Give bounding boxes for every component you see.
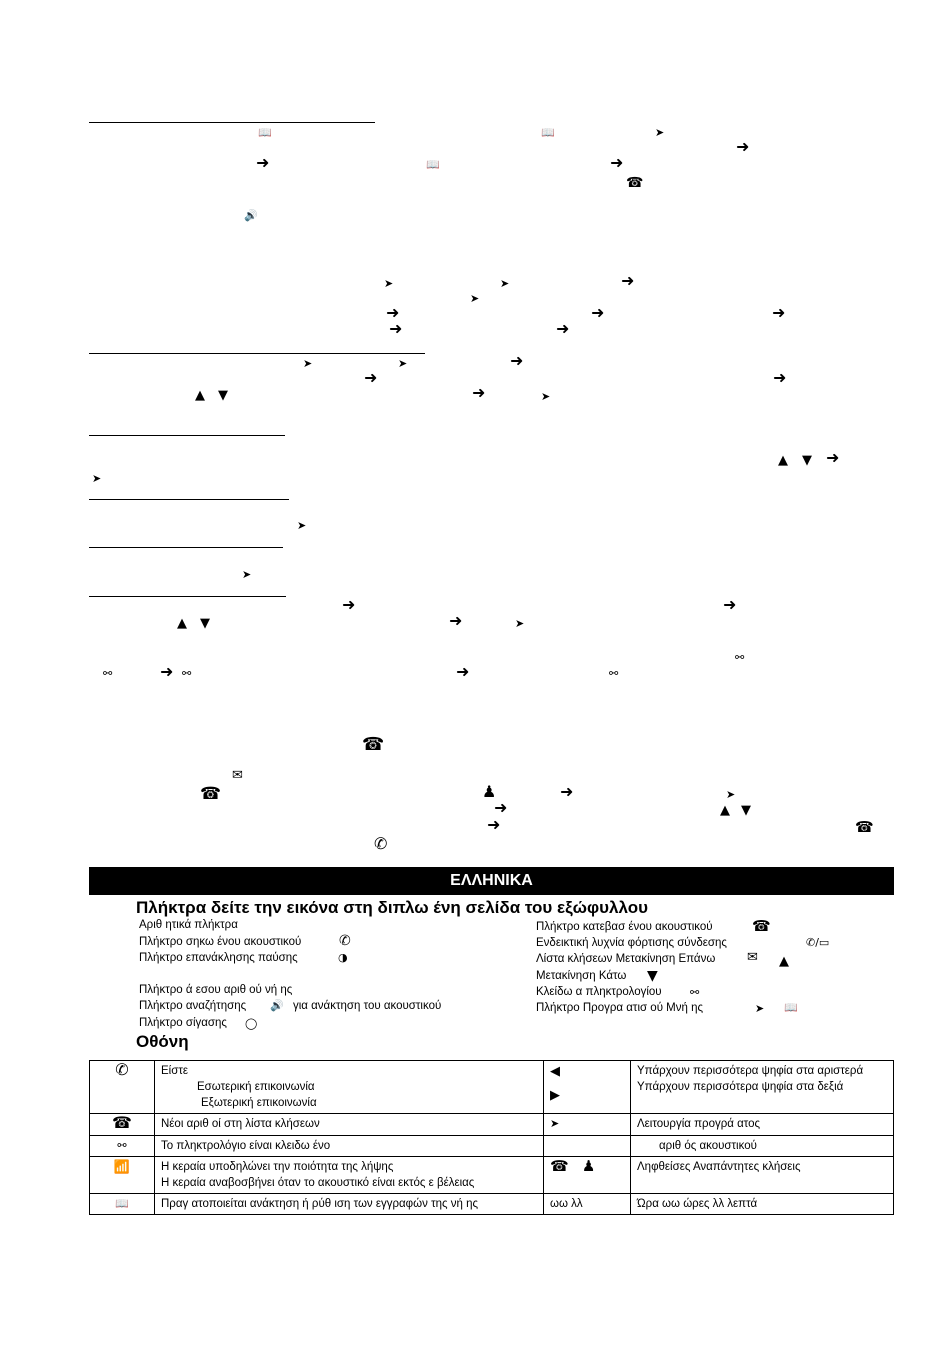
table-cell	[544, 1157, 631, 1194]
rule	[89, 547, 283, 548]
up-icon: ▲	[779, 954, 789, 969]
arrow-right-icon: ➜	[472, 383, 486, 402]
phonebook-icon: 📖	[258, 126, 272, 139]
arrow-right-icon: ➜	[591, 303, 605, 322]
phone-icon: ☎	[112, 1115, 132, 1132]
table-row	[90, 1114, 894, 1136]
menu-enter-icon: ➤	[755, 1002, 765, 1015]
phonebook-icon: 📖	[541, 126, 555, 139]
person-icon: ♟	[482, 782, 497, 801]
menu-enter-icon: ➤	[398, 357, 408, 370]
arrow-right-icon: ➜	[364, 368, 378, 387]
menu-enter-icon: ➤	[515, 617, 525, 630]
rule	[89, 499, 289, 500]
hangup-icon: ☎	[626, 175, 644, 191]
cell-text: Ληφθείσες Αναπάντητες κλήσεις	[637, 1161, 801, 1173]
cell-text: ωω λλ	[550, 1198, 583, 1210]
cell-text: Πραγ ατοποιείται ανάκτηση ή ρύθ ιση των εγγραφών της νή ης	[161, 1198, 479, 1210]
menu-enter-icon: ➤	[242, 568, 252, 581]
cell-text: Η κεραία αναβοσβήνει όταν το ακουστικό είναι εκτός ε βέλειας	[161, 1177, 475, 1189]
arrow-right-icon: ➜	[494, 798, 508, 817]
table-cell	[631, 1157, 894, 1194]
right-icon: ▶	[550, 1087, 560, 1102]
key-icon: ⚯	[182, 667, 192, 680]
table-cell	[90, 1136, 155, 1157]
table-cell	[631, 1194, 894, 1215]
menu-enter-icon: ➤	[470, 292, 480, 305]
table-row	[90, 1157, 894, 1194]
person-icon: ♟	[581, 1158, 596, 1175]
arrow-right-icon: ➜	[342, 595, 356, 614]
menu-enter-icon: ➤	[655, 126, 665, 139]
key-icon: ⚯	[609, 667, 619, 680]
arrow-right-icon: ➜	[723, 595, 737, 614]
language-banner: ΕΛΛΗΝΙΚΑ	[89, 867, 894, 895]
menu-enter-icon: ➤	[541, 390, 551, 403]
envelope-icon: ✉	[232, 768, 243, 783]
cell-text: Ώρα ωω ώρες λλ λεπτά	[637, 1198, 758, 1210]
key-label: Πλήκτρο ά εσου αριθ ού νή ης	[139, 984, 293, 996]
menu-enter-icon: ➤	[500, 277, 510, 290]
table-cell	[90, 1157, 155, 1194]
arrow-right-icon: ➜	[773, 368, 787, 387]
key-icon: ⚯	[117, 1140, 127, 1152]
phonebook-icon: 📖	[784, 1001, 798, 1014]
key-icon: ⚯	[103, 667, 113, 680]
rule	[89, 122, 375, 123]
hangup-icon: ☎	[855, 818, 874, 836]
arrow-right-icon: ➜	[556, 319, 570, 338]
left-icon: ◀	[550, 1063, 560, 1078]
table-cell	[631, 1061, 894, 1114]
menu-enter-icon: ➤	[384, 277, 394, 290]
up-icon: ▲	[720, 803, 730, 818]
down-icon: ▼	[218, 388, 228, 403]
key-label: Κλείδω α πληκτρολογίου	[536, 986, 662, 998]
arrow-right-icon: ➜	[510, 351, 524, 370]
key-label: Μετακίνηση Κάτω	[536, 970, 627, 982]
antenna-icon: 📶	[113, 1159, 131, 1174]
hangup-icon: ☎	[752, 917, 771, 935]
down-icon: ▼	[741, 803, 751, 818]
handset-icon: ✆	[374, 834, 388, 853]
table-row	[90, 1061, 894, 1114]
arrow-right-icon: ➜	[386, 303, 400, 322]
key-icon: ⚯	[690, 986, 700, 999]
down-icon: ▼	[200, 616, 210, 631]
arrow-right-icon: ➜	[772, 303, 786, 322]
display-icons-table	[89, 1060, 894, 1215]
received-calls-icon: ☎	[550, 1158, 569, 1175]
mute-icon: ◯	[245, 1017, 258, 1030]
arrow-right-icon: ➜	[160, 662, 174, 681]
rule	[89, 435, 285, 436]
arrow-right-icon: ➜	[256, 153, 270, 172]
arrow-right-icon: ➜	[560, 782, 574, 801]
cell-text: αριθ ός ακουστικού	[659, 1140, 757, 1152]
cell-text: Είστε	[161, 1065, 188, 1077]
page-icon: 🔊	[270, 999, 284, 1012]
handset-icon: ✆	[339, 933, 351, 949]
key-label: Πλήκτρο σηκω ένου ακουστικού	[139, 936, 302, 948]
key-icon: ⚯	[735, 651, 745, 664]
down-icon: ▼	[802, 453, 812, 468]
arrow-right-icon: ➜	[826, 448, 840, 467]
person-icon: ☎	[200, 784, 222, 804]
handset-icon: ✆	[115, 1062, 129, 1079]
rule	[89, 596, 286, 597]
table-cell	[631, 1114, 894, 1136]
display-heading: Οθόνη	[136, 1032, 189, 1051]
arrow-right-icon: ➜	[389, 319, 403, 338]
table-cell	[155, 1194, 544, 1215]
envelope-icon: ✉	[747, 950, 758, 965]
table-cell	[544, 1114, 631, 1136]
key-label: Λίστα κλήσεων Μετακίνηση Επάνω	[536, 953, 716, 965]
arrow-right-icon: ➜	[487, 815, 501, 834]
cell-text: Λειτουργία προγρά ατος	[637, 1118, 761, 1130]
redial-icon: ◑	[338, 951, 348, 964]
table-row	[90, 1136, 894, 1157]
table-cell	[155, 1157, 544, 1194]
charge-indicator-icon: ✆/▭	[806, 936, 830, 949]
arrow-right-icon: ➜	[736, 137, 750, 156]
table-row	[90, 1194, 894, 1215]
key-label: Πλήκτρο Προγρα ατισ ού Μνή ης	[536, 1002, 704, 1014]
phonebook-icon: 📖	[115, 1198, 129, 1210]
phone-icon: ☎	[362, 734, 385, 755]
phonebook-icon: 📖	[426, 158, 440, 171]
menu-enter-icon: ➤	[550, 1118, 560, 1130]
up-icon: ▲	[177, 616, 187, 631]
menu-enter-icon: ➤	[303, 357, 313, 370]
up-icon: ▲	[195, 388, 205, 403]
down-icon: ▼	[647, 968, 658, 984]
table-cell	[544, 1136, 631, 1157]
menu-enter-icon: ➤	[92, 472, 102, 485]
key-label: Πλήκτρο αναζήτησης	[139, 1000, 247, 1012]
rule	[89, 353, 425, 354]
arrow-right-icon: ➜	[610, 153, 624, 172]
key-label: Αριθ ητικά πλήκτρα	[139, 919, 238, 931]
key-label: Πλήκτρο επανάκλησης παύσης	[139, 952, 298, 964]
cell-text: Εξωτερική επικοινωνία	[201, 1097, 317, 1109]
page-icon: 🔊	[244, 209, 258, 222]
cell-text: Υπάρχουν περισσότερα ψηφία στα δεξιά	[637, 1081, 844, 1093]
key-label: Πλήκτρο κατεβασ ένου ακουστικού	[536, 921, 713, 933]
table-cell	[90, 1194, 155, 1215]
cell-text: Νέοι αριθ οί στη λίστα κλήσεων	[161, 1118, 320, 1130]
cell-text: Η κεραία υποδηλώνει την ποιότητα της λήψης	[161, 1161, 394, 1173]
table-cell	[544, 1194, 631, 1215]
arrow-right-icon: ➜	[621, 271, 635, 290]
menu-enter-icon: ➤	[297, 519, 307, 532]
menu-enter-icon: ➤	[726, 788, 736, 801]
table-cell	[155, 1061, 544, 1114]
key-label: για ανάκτηση του ακουστικού	[293, 1000, 442, 1012]
table-cell	[544, 1061, 631, 1114]
arrow-right-icon: ➜	[449, 611, 463, 630]
table-cell	[155, 1136, 544, 1157]
key-label: Πλήκτρο σίγασης	[139, 1017, 227, 1029]
key-label: Ενδεικτική λυχνία φόρτισης σύνδεσης	[536, 937, 727, 949]
cell-text: Υπάρχουν περισσότερα ψηφία στα αριστερά	[637, 1065, 864, 1077]
table-cell	[90, 1061, 155, 1114]
arrow-right-icon: ➜	[456, 662, 470, 681]
table-cell	[90, 1114, 155, 1136]
up-icon: ▲	[778, 453, 788, 468]
keys-heading: Πλήκτρα δείτε την εικόνα στη διπλω ένη σελίδα του εξώφυλλου	[136, 898, 649, 917]
table-cell	[155, 1114, 544, 1136]
cell-text: Το πληκτρολόγιο είναι κλειδω ένο	[161, 1140, 331, 1152]
cell-text: Εσωτερική επικοινωνία	[197, 1081, 315, 1093]
table-cell	[631, 1136, 894, 1157]
